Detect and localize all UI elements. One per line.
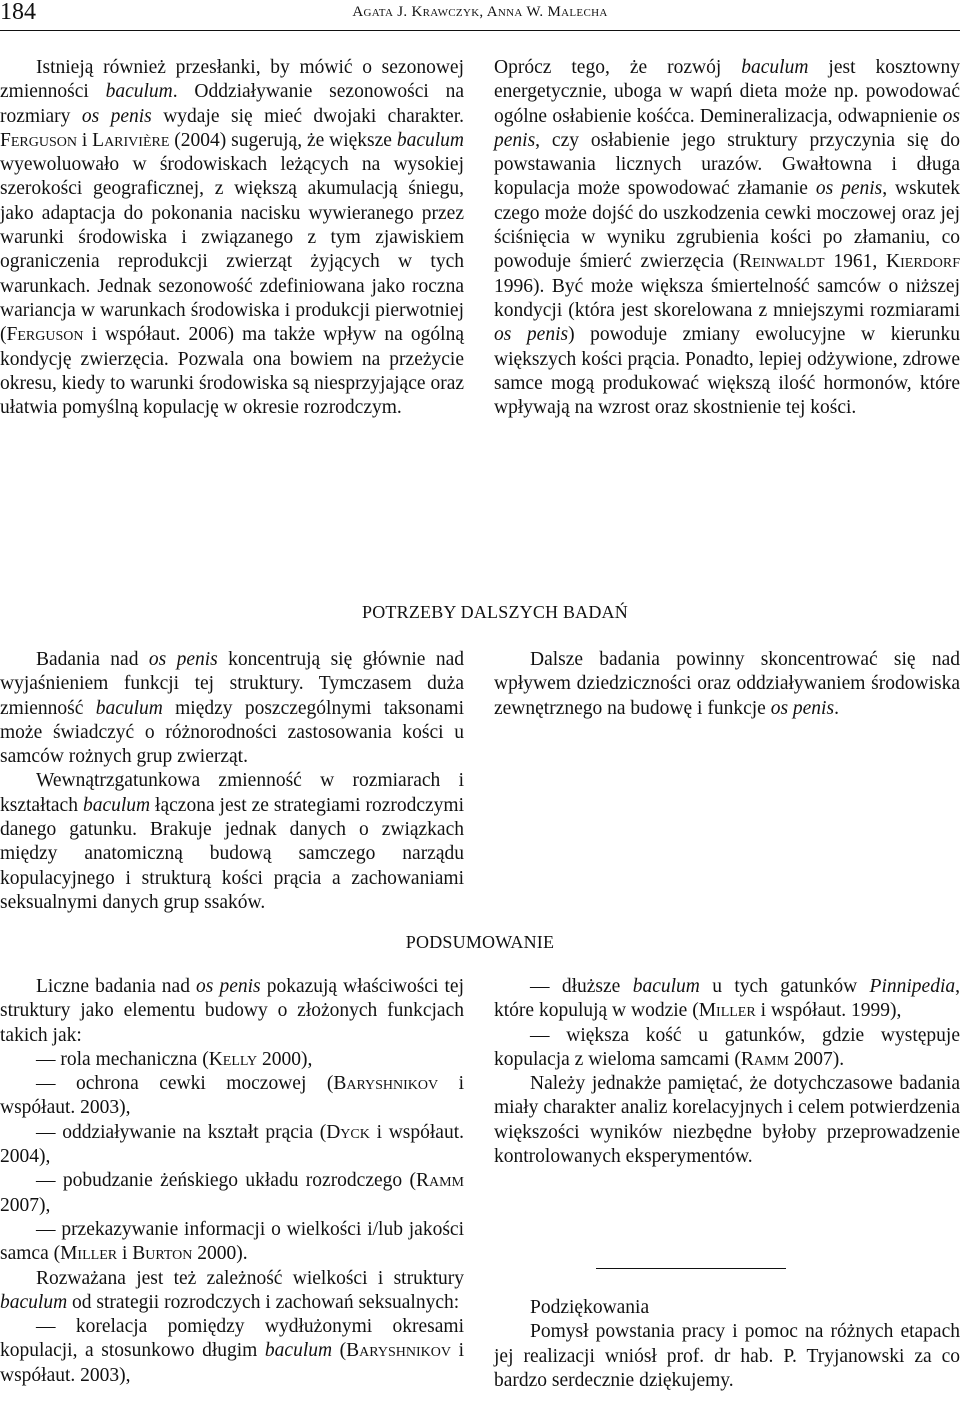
text-run: 2007), (0, 1194, 51, 1216)
section1-right-column (494, 56, 960, 420)
italic-term: baculum (95, 697, 163, 719)
text-run: Należy jednakże pamiętać, że dotychczasowe badania miały charakter analiz korelacyjnych i celem potwierdzenia większości wyników niezbędne byłoby przeprowadzenie kontrolowanych eksperymentów. (494, 1073, 960, 1168)
paragraph (0, 1267, 464, 1316)
paragraph (0, 769, 464, 915)
list-item (0, 1072, 464, 1121)
section3-left-column (0, 975, 464, 1388)
italic-term: baculum (105, 81, 173, 103)
text-run: Istnieją również przesłanki, by mówić o sezonowej zmienności (0, 57, 464, 103)
text-run: i współaut. 2003), (0, 1340, 464, 1386)
author-name: Ferguson (0, 129, 77, 151)
author-name: Reinwaldt (739, 251, 825, 273)
text-run: i współaut. 2004), (0, 1121, 464, 1168)
text-run: (2004) sugerują, że większe (169, 129, 397, 151)
paragraph (0, 648, 464, 769)
text-run: koncentrują się głównie nad wyjaśnieniem funkcji tej struktury. Tymczasem duża zmienność (0, 649, 465, 719)
text-run: od strategii rozrodczych i zachowań seksualnych: (67, 1291, 460, 1313)
italic-term: baculum (632, 976, 700, 997)
text-run: i współaut. 2006) ma także wpływ na ogólną kondycję zwierzęcia. Pozwala ona bowiem na przeżycie okresu, kiedy to warunki środowiska są niesprzyjające oraz ułatwia pomyślną kopulację w okresie rozrodczym. (0, 324, 464, 419)
italic-term: baculum (396, 129, 464, 151)
paragraph (494, 56, 960, 420)
text-run: . (834, 697, 839, 719)
author-name: Kierdorf (886, 251, 960, 273)
text-run: wydaje się mieć dwojaki charakter. (151, 105, 465, 127)
text-run: , które kopulują w wodzie ( (494, 976, 960, 1022)
author-name: Baryshnikov (346, 1340, 451, 1362)
italic-term: os penis (815, 178, 883, 200)
italic-term: baculum (0, 1291, 68, 1313)
paragraph (0, 56, 464, 420)
list-item (0, 1048, 464, 1072)
page-header (0, 0, 960, 30)
italic-term: os penis (494, 324, 569, 346)
text-run: 2000), (257, 1048, 313, 1070)
text-run: i (76, 129, 93, 151)
section2-right-column (494, 648, 960, 721)
author-name: Miller (60, 1243, 118, 1265)
text-run: ( (332, 1340, 347, 1362)
text-run: u tych gatunków (699, 976, 870, 997)
text-run: pokazują właściwości tej struktury jako elementu budowy o złożonych funkcjach takich jak: (0, 976, 465, 1046)
acknowledgements-separator (596, 1268, 786, 1269)
header-rule (0, 30, 960, 31)
italic-term: baculum (82, 794, 151, 816)
author-name: Miller (698, 1000, 756, 1022)
text-run: Oprócz tego, że rozwój (494, 57, 742, 78)
list-item (494, 1024, 960, 1073)
acknowledgements-text: Pomysł powstania pracy i pomoc na różnych etapach jej realizacji wniósł prof. dr hab. P. Tryjanowski za co bardzo serdecznie dziękujemy. (494, 1321, 960, 1391)
paragraph (494, 648, 960, 721)
text-run: 1961, (824, 251, 887, 273)
author-name: Baryshnikov (333, 1073, 439, 1095)
text-run: Liczne badania nad (36, 976, 197, 997)
text-run: — oddziaływanie na kształt prącia ( (36, 1121, 327, 1143)
italic-term: os penis (494, 105, 960, 151)
author-name: Burton (132, 1243, 193, 1265)
italic-term: os penis (770, 697, 835, 719)
italic-term: os penis (148, 649, 218, 670)
text-run: — pobudzanie żeńskiego układu rozrodczego ( (36, 1170, 416, 1192)
italic-term: os penis (81, 105, 152, 127)
text-run: Badania nad (36, 649, 149, 670)
italic-term: Pinnipedia (869, 976, 956, 997)
text-run: — korelacja pomiędzy wydłużonymi okresami kopulacji, a stosunkowo długim (0, 1316, 464, 1362)
section1-left-column (0, 56, 464, 420)
text-run: łączona jest ze strategiami rozrodczymi danego gatunku. Brakuje jednak danych o związkach między anatomiczną budową samczego narządu kopulacyjnego i strukturą kości prącia a zachowaniami seksualnymi danych grup ssaków. (0, 794, 464, 913)
text-run: 2000). (192, 1243, 248, 1265)
list-item (494, 975, 960, 1024)
text-run: Wewnątrzgatunkowa zmienność w rozmiarach i kształtach (0, 770, 464, 816)
text-run: — rola mechaniczna ( (36, 1048, 209, 1070)
author-name: Ramm (415, 1170, 464, 1192)
acknowledgements-heading: Podziękowania (530, 1297, 650, 1318)
text-run: i współaut. 1999), (755, 1000, 902, 1022)
italic-term: baculum (741, 57, 809, 78)
text-run: Rozważana jest też zależność wielkości i struktury (36, 1267, 464, 1289)
author-name: Dyck (326, 1121, 370, 1143)
list-item (0, 1218, 464, 1267)
text-run: — większa kość u gatunków, gdzie występuje kopulacja z wieloma samcami ( (494, 1024, 960, 1070)
section3-right-column (494, 975, 960, 1169)
author-name: Larivière (92, 129, 170, 151)
page-number: 184 (0, 0, 36, 25)
section-title-summary: PODSUMOWANIE (405, 932, 555, 952)
text-run: — ochrona cewki moczowej ( (36, 1073, 334, 1095)
text-run: wyewoluowało w środowiskach leżących na wysokiej szerokości geograficznej, z większą akumulacją śniegu, jako adaptacja do pokonania nacisku wywieranego przez warunki środowiska i związanego z tym zjawiskiem ograniczenia reprodukcji zwierząt żyjących w tych warunkach. Jednak sezonowość zdefiniowana jako roczna wariancja w warunkach środowiska i produkcji pierwotniej ( (0, 154, 464, 346)
author-name: Ramm (740, 1048, 789, 1070)
list-item (0, 1315, 464, 1388)
list-item (0, 1169, 464, 1218)
text-run: — dłuższe (530, 976, 633, 997)
text-run: 2007). (788, 1048, 845, 1070)
text-run: . Oddziaływanie sezonowości na rozmiary (0, 81, 464, 127)
text-run: i współaut. 2003), (0, 1073, 464, 1119)
text-run: jest kosztowny energetycznie, uboga w wapń dieta może np. powodować ogólne osłabienie kośćca. Demineralizacja, odwapnienie (494, 57, 960, 127)
section-title-further-research: POTRZEBY DALSZYCH BADAŃ (362, 602, 628, 622)
italic-term: baculum (264, 1340, 333, 1362)
text-run: między poszczególnymi taksonami może świadczyć o różnorodności zastosowania kości u samców rożnych grup zwierząt. (0, 697, 464, 768)
text-run: ) powoduje zmiany ewolucyjne w kierunku większych kości prącia. Ponadto, lepiej odżywione, zdrowe samce mogą produkować większą ilość hormonów, które wpływają na wzrost oraz skostnienie tej kości. (494, 324, 960, 419)
text-run: , wskutek czego może dojść do uszkodzenia cewki moczowej oraz jej ściśnięcia w wyniku zgrubienia kości po złamaniu, co powoduje śmierć zwierzęcia ( (494, 178, 960, 273)
author-name: Ferguson (6, 324, 84, 346)
text-run: Dalsze badania powinny skoncentrować się nad wpływem dziedziczności oraz oddziaływaniem środowiska zewnętrznego na budowę i funkcje (494, 649, 960, 719)
author-name: Kelly (208, 1048, 258, 1070)
text-run: i (117, 1243, 133, 1265)
acknowledgements (494, 1296, 960, 1393)
italic-term: os penis (196, 976, 261, 997)
list-item (0, 1121, 464, 1170)
text-run: — przekazywanie informacji o wielkości i/lub jakości samca ( (0, 1218, 464, 1265)
paragraph (494, 1072, 960, 1169)
running-head: Agata J. Krawczyk, Anna W. Malecha (352, 4, 608, 20)
section2-left-column (0, 648, 464, 915)
text-run: 1996). Być może większa śmiertelność samców o niższej kondycji (która jest skorelowana z mniejszymi rozmiarami (494, 275, 960, 321)
paragraph (0, 975, 464, 1048)
text-run: , czy osłabienie jego struktury przyczynia się do powstawania licznych urazów. Gwałtowna i długa kopulacja może spowodować złamanie (494, 129, 960, 200)
